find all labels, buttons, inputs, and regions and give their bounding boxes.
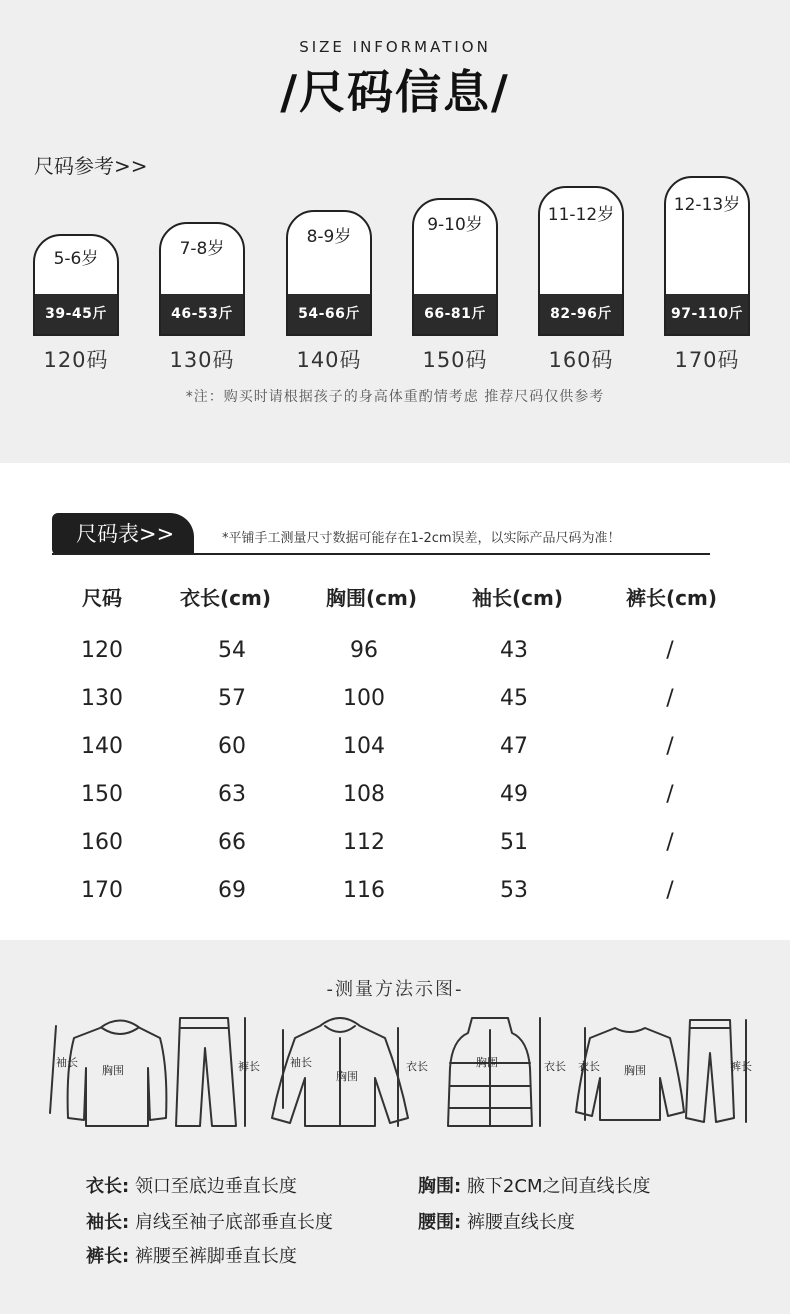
weight-label: 46-53斤: [161, 294, 243, 334]
diagram-label: 胸围: [624, 1064, 646, 1077]
table-cell: 57: [218, 686, 246, 711]
table-cell: 140: [81, 734, 123, 759]
table-cell: 150: [81, 782, 123, 807]
definition-term: 袖长:: [86, 1212, 130, 1233]
table-cell: 47: [500, 734, 528, 759]
table-cell: 69: [218, 878, 246, 903]
diagram-label: 胸围: [336, 1070, 358, 1083]
size-card-box: [538, 186, 624, 336]
size-card-box: [159, 222, 245, 336]
table-cell: 66: [218, 830, 246, 855]
table-cell: 112: [343, 830, 385, 855]
diagram-label: 衣长: [544, 1060, 566, 1073]
table-cell: /: [666, 878, 674, 903]
page-title: /尺码信息/: [280, 65, 510, 119]
table-header-length: 衣长(cm): [180, 586, 271, 610]
definition-desc: 腋下2CM之间直线长度: [466, 1176, 651, 1197]
table-cell: 160: [81, 830, 123, 855]
measurement-diagrams: [40, 1008, 760, 1138]
size-table-note: *平铺手工测量尺寸数据可能存在1-2cm误差，以实际产品尺码为准！: [222, 531, 621, 546]
definition-desc: 领口至底边垂直长度: [134, 1176, 297, 1197]
size-card: [33, 234, 119, 336]
table-cell: 49: [500, 782, 528, 807]
age-label: 9-10岁: [427, 215, 483, 235]
size-label: 130码: [169, 348, 235, 372]
divider: [52, 553, 710, 555]
diagram-label: 裤长: [238, 1060, 260, 1073]
age-label: 8-9岁: [306, 227, 352, 247]
table-cell: 51: [500, 830, 528, 855]
age-label: 5-6岁: [53, 249, 99, 269]
size-card-box: [286, 210, 372, 336]
weight-label: 66-81斤: [414, 294, 496, 334]
table-cell: 104: [343, 734, 385, 759]
definition-item: [418, 1208, 575, 1234]
page-subtitle: SIZE INFORMATION: [299, 38, 491, 56]
table-header-pants: 裤长(cm): [626, 586, 717, 610]
size-table-label: 尺码表>>: [52, 513, 194, 555]
size-label: 170码: [674, 348, 740, 372]
size-label: 160码: [548, 348, 614, 372]
size-card-box: [664, 176, 750, 336]
table-cell: 116: [343, 878, 385, 903]
table-cell: 43: [500, 638, 528, 663]
table-cell: 54: [218, 638, 246, 663]
definition-item: [86, 1208, 333, 1234]
table-cell: 60: [218, 734, 246, 759]
table-cell: 96: [350, 638, 378, 663]
weight-label: 39-45斤: [35, 294, 117, 334]
size-card: [159, 222, 245, 336]
table-cell: /: [666, 830, 674, 855]
table-cell: /: [666, 638, 674, 663]
age-label: 12-13岁: [673, 195, 741, 215]
size-card: [664, 176, 750, 336]
table-header-chest: 胸围(cm): [326, 586, 417, 610]
diagram-label: 袖长: [56, 1056, 78, 1069]
size-label: 120码: [43, 348, 109, 372]
definition-term: 裤长:: [86, 1246, 130, 1267]
size-reference-label: 尺码参考>>: [34, 154, 148, 178]
definition-term: 腰围:: [418, 1212, 462, 1233]
weight-label: 54-66斤: [288, 294, 370, 334]
table-cell: /: [666, 782, 674, 807]
size-card-box: [33, 234, 119, 336]
table-header-size: 尺码: [82, 586, 122, 610]
size-card-box: [412, 198, 498, 336]
weight-label: 82-96斤: [540, 294, 622, 334]
diagram-label: 裤长: [730, 1060, 752, 1073]
size-card: [286, 210, 372, 336]
diagram-label: 衣长: [578, 1060, 600, 1073]
definition-item: [418, 1172, 651, 1198]
table-cell: 45: [500, 686, 528, 711]
size-card: [412, 198, 498, 336]
size-label: 150码: [422, 348, 488, 372]
table-cell: 130: [81, 686, 123, 711]
table-cell: 170: [81, 878, 123, 903]
diagram-label: 胸围: [476, 1056, 498, 1069]
size-label: 140码: [296, 348, 362, 372]
table-header-sleeve: 袖长(cm): [472, 586, 563, 610]
age-label: 7-8岁: [179, 239, 225, 259]
table-cell: 120: [81, 638, 123, 663]
vest-diagram-icon: [448, 1018, 540, 1126]
measurement-title: -测量方法示图-: [326, 979, 464, 1000]
table-cell: 63: [218, 782, 246, 807]
definition-term: 胸围:: [418, 1176, 462, 1197]
table-cell: /: [666, 686, 674, 711]
table-cell: 100: [343, 686, 385, 711]
table-cell: 53: [500, 878, 528, 903]
definition-item: [86, 1172, 297, 1198]
weight-label: 97-110斤: [666, 294, 748, 334]
definition-desc: 裤腰直线长度: [466, 1212, 575, 1233]
size-card: [538, 186, 624, 336]
definition-desc: 肩线至袖子底部垂直长度: [134, 1212, 333, 1233]
age-label: 11-12岁: [547, 205, 615, 225]
table-cell: 108: [343, 782, 385, 807]
diagram-label: 衣长: [406, 1060, 428, 1073]
diagram-label: 袖长: [290, 1056, 312, 1069]
pants-diagram-icon: [176, 1018, 245, 1126]
definition-term: 衣长:: [86, 1176, 130, 1197]
definition-item: [86, 1242, 297, 1268]
diagram-label: 胸围: [102, 1064, 124, 1077]
definition-desc: 裤腰至裤脚垂直长度: [134, 1246, 297, 1267]
table-cell: /: [666, 734, 674, 759]
size-reference-note: *注：购买时请根据孩子的身高体重酌情考虑 推荐尺码仅供参考: [185, 389, 605, 405]
